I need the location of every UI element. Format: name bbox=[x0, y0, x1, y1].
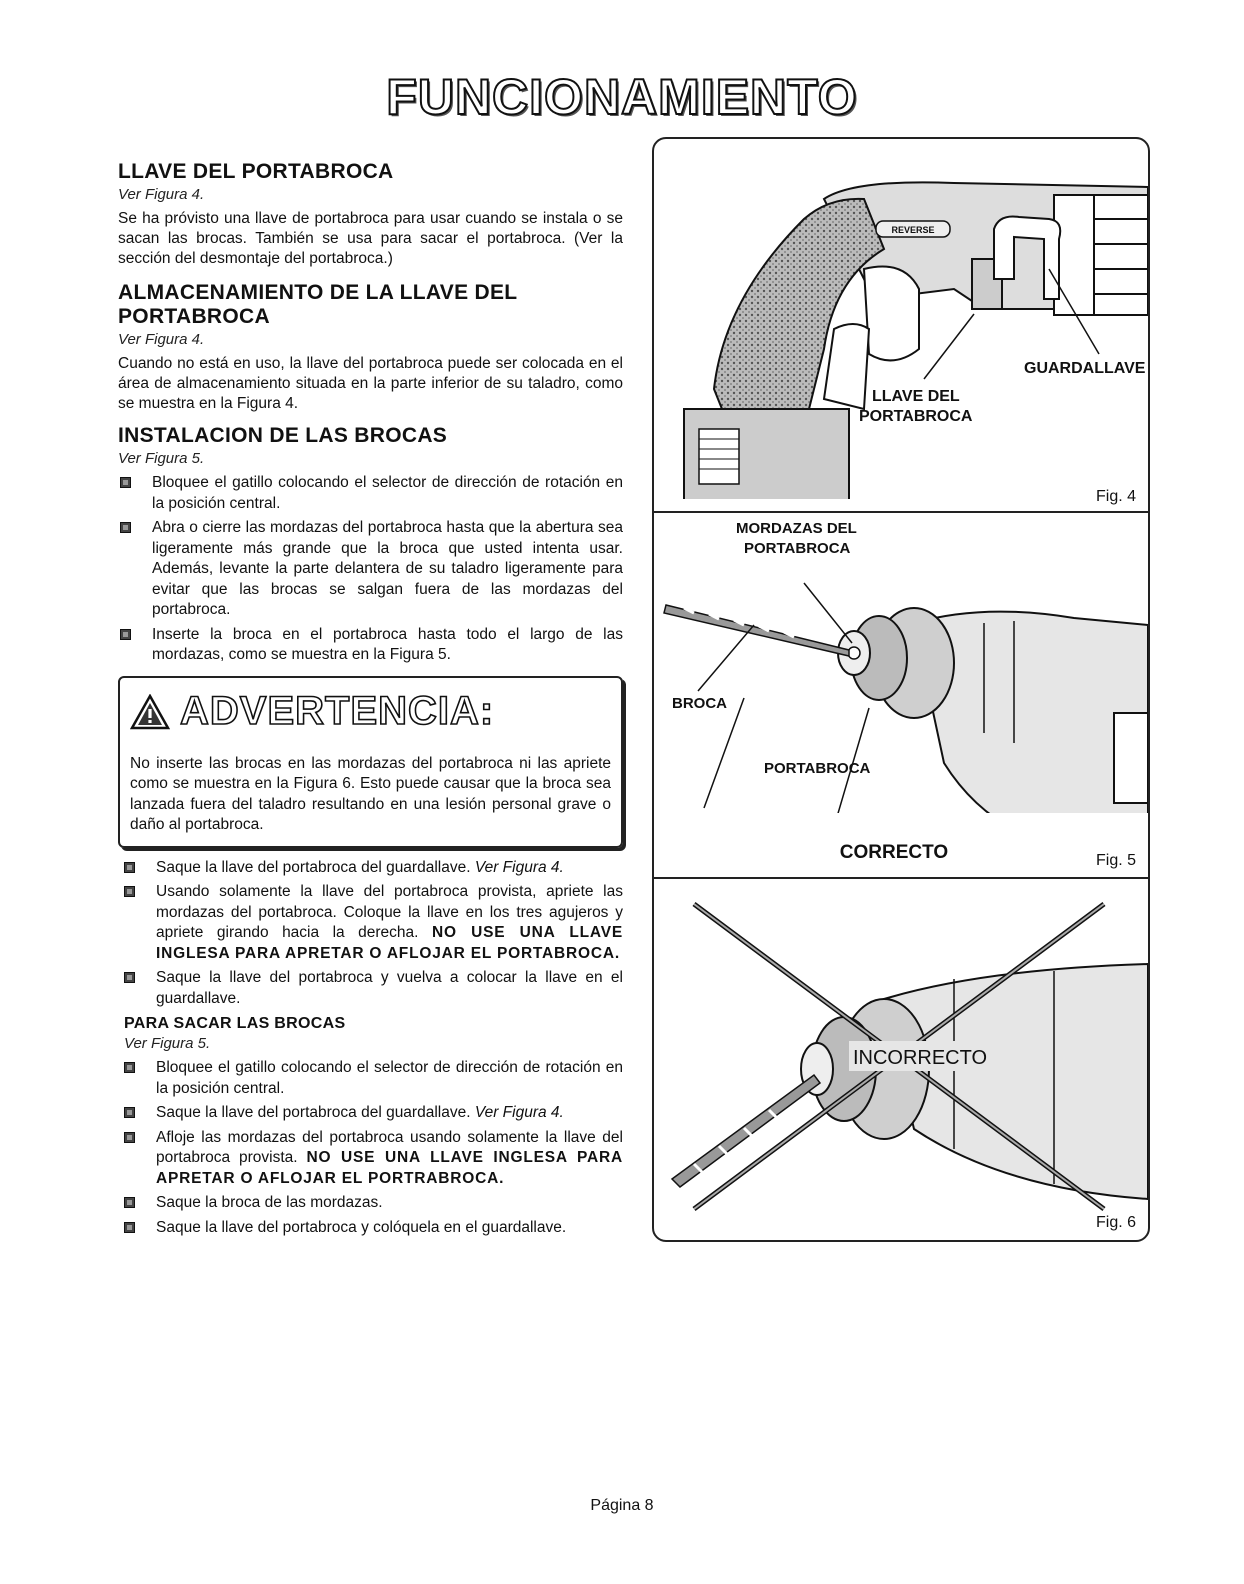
bullet-icon bbox=[124, 1132, 135, 1143]
list-item: Afloje las mordazas del portabroca usando solamente la llave del portabroca provista. NO USE UNA LLAVE INGLESA PARA APRETAR O AFLOJAR EL PORTRABROCA. bbox=[122, 1128, 623, 1190]
ref-instalacion: Ver Figura 5. bbox=[118, 450, 205, 467]
label-guardallave: GUARDALLAVE bbox=[1024, 360, 1146, 377]
list-instalacion bbox=[118, 473, 623, 666]
ref-almacenamiento: Ver Figura 4. bbox=[118, 331, 205, 348]
list-item: Saque la llave del portabroca del guardallave. Ver Figura 4. bbox=[122, 1103, 623, 1124]
page-title: FUNCIONAMIENTO bbox=[386, 69, 858, 125]
fig6-caption: Fig. 6 bbox=[1095, 1214, 1136, 1231]
list-item: Bloquee el gatillo colocando el selector de dirección de rotación en la posición central. bbox=[118, 473, 623, 514]
drill-chuck-correct-illustration bbox=[654, 513, 1148, 877]
bullet-icon bbox=[124, 862, 135, 873]
label-llave-2: PORTABROCA bbox=[859, 408, 973, 425]
body-almacenamiento: Cuando no está en uso, la llave del portabroca puede ser colocada en el área de almacenamiento situada en la parte inferior de su taladro, como se muestra en la Figura 4. bbox=[118, 355, 623, 412]
label-mordazas-1: MORDAZAS DEL bbox=[736, 520, 857, 537]
bullet-icon bbox=[120, 522, 131, 533]
list-item: Saque la llave del portabroca del guardallave. Ver Figura 4. bbox=[122, 858, 623, 879]
heading-sacar: PARA SACAR LAS BROCAS bbox=[124, 1015, 346, 1032]
heading-almacenamiento: ALMACENAMIENTO DE LA LLAVE DEL PORTABROCA bbox=[118, 281, 518, 328]
list-item: Saque la llave del portabroca y colóquela en el guardallave. bbox=[122, 1218, 623, 1239]
list-item: Saque la llave del portabroca y vuelva a colocar la llave en el guardallave. bbox=[122, 968, 623, 1009]
figure-panel bbox=[652, 137, 1150, 1242]
reverse-label: REVERSE bbox=[891, 225, 935, 235]
warning-body: No inserte las brocas en las mordazas del portabroca ni las apriete como se muestra en la Figura 6. Esto puede causar que la broca sea lanzada fuera del taladro resultando en una lesión personal grave o daño al portabroca. bbox=[130, 754, 611, 833]
bullet-icon bbox=[124, 886, 135, 897]
bullet-icon bbox=[124, 1107, 135, 1118]
list-instalacion-cont bbox=[122, 858, 623, 1010]
status-incorrecto: INCORRECTO bbox=[852, 1047, 988, 1069]
bullet-icon bbox=[124, 1062, 135, 1073]
drill-chuck-incorrect-illustration bbox=[654, 879, 1148, 1240]
ref-llave: Ver Figura 4. bbox=[118, 186, 205, 203]
list-item: Usando solamente la llave del portabroca provista, apriete las mordazas del portabroca. Coloque la llave en los tres agujeros y apriete girando hacia la derecha. NO USE UNA LLAVE INGLESA PARA APRETAR O AFLOJAR EL PORTABROCA. bbox=[122, 882, 623, 964]
bullet-icon bbox=[124, 972, 135, 983]
heading-instalacion: INSTALACION DE LAS BROCAS bbox=[118, 424, 448, 447]
bullet-icon bbox=[124, 1197, 135, 1208]
figure-6 bbox=[654, 879, 1148, 1240]
bullet-icon bbox=[120, 477, 131, 488]
ref-sacar: Ver Figura 5. bbox=[124, 1035, 211, 1052]
label-broca: BROCA bbox=[672, 695, 727, 712]
warning-triangle-icon bbox=[130, 694, 170, 730]
label-mordazas-2: PORTABROCA bbox=[744, 540, 851, 557]
list-item: Saque la broca de las mordazas. bbox=[122, 1193, 623, 1214]
label-llave-1: LLAVE DEL bbox=[872, 388, 960, 405]
fig4-caption: Fig. 4 bbox=[1095, 488, 1136, 505]
body-llave: Se ha próvisto una llave de portabroca para usar cuando se instala o se sacan las brocas. También se usa para sacar el portabroca. (Ver la sección del desmontaje del portabroca.) bbox=[118, 210, 623, 267]
bullet-icon bbox=[120, 629, 131, 640]
page-number: Página 8 bbox=[590, 1497, 654, 1514]
warning-box bbox=[118, 676, 623, 848]
fig5-caption: Fig. 5 bbox=[1095, 852, 1136, 869]
heading-llave: LLAVE DEL PORTABROCA bbox=[118, 160, 394, 183]
bullet-icon bbox=[124, 1222, 135, 1233]
figure-4 bbox=[654, 139, 1148, 511]
left-column bbox=[118, 160, 623, 1244]
list-sacar bbox=[122, 1058, 623, 1238]
list-item: Abra o cierre las mordazas del portabroca hasta que la abertura sea ligeramente más grande que la broca que usted intenta usar. Además, levante la parte delantera de su taladro ligeramente para evitar que las brocas se salgan fuera de las mordazas del portabroca. bbox=[118, 518, 623, 621]
list-item: Inserte la broca en el portabroca hasta todo el largo de las mordazas, como se muestra en la Figura 5. bbox=[118, 625, 623, 666]
status-correcto: CORRECTO bbox=[839, 842, 949, 863]
list-item: Bloquee el gatillo colocando el selector de dirección de rotación en la posición central. bbox=[122, 1058, 623, 1099]
label-portabroca: PORTABROCA bbox=[764, 760, 871, 777]
warning-title: ADVERTENCIA: bbox=[180, 689, 495, 733]
drill-handle-illustration bbox=[654, 139, 1148, 511]
figure-5 bbox=[654, 513, 1148, 877]
